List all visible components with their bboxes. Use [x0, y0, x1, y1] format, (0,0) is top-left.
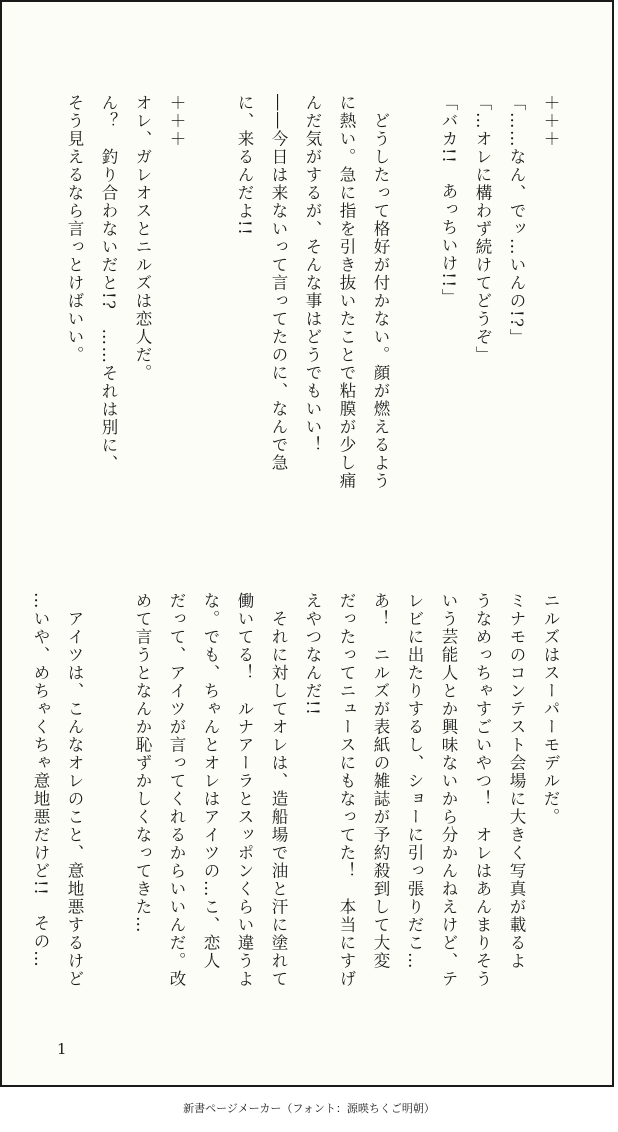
text-line: 「バカ!! あっちいけ!!」: [439, 94, 458, 307]
footer-credit: 新書ページメーカー（フォント：源暎ちくご明朝）: [183, 1102, 435, 1115]
text-line: 「……なん、でッ…いんの!?」: [507, 94, 526, 347]
text-line: めて言うとなんか恥ずかしくなってきた…: [133, 592, 152, 934]
text-line: 「…オレに構わず続けてどうぞ」: [473, 94, 492, 364]
text-line: ――今日は来ないって言ってたのに、なんで急: [269, 94, 288, 472]
text-line: だったってニュースにもなってた！ 本当にすげ: [337, 592, 356, 988]
page-number: 1: [57, 1040, 67, 1058]
text-line: に熱い。急に指を引き抜いたことで粘膜が少し痛: [337, 94, 356, 490]
text-line: えやつなんだ!!: [303, 592, 322, 717]
blank-line: [193, 94, 227, 534]
text-line: それに対してオレは、造船場で油と汗に塗れて: [269, 592, 288, 988]
text-column-top: [47, 94, 567, 534]
text-line: あ！ ニルズが表紙の雑誌が予約殺到して大変: [371, 592, 390, 970]
text-line: ミナモのコンテスト会場に大きく写真が載るよ: [507, 592, 526, 970]
text-line: な。でも、ちゃんとオレはアイツの…こ、恋人: [201, 592, 220, 970]
text-line: ＋＋＋: [167, 94, 186, 148]
text-line: うなめっちゃすごいやつ！ オレはあんまりそう: [473, 592, 492, 988]
text-line: だって、アイツが言ってくれるからいいんだ。改: [167, 592, 186, 988]
text-line: アイツは、こんなオレのこと、意地悪するけど: [65, 592, 84, 988]
text-line: どうしたって格好が付かない。顔が燃えるよう: [371, 94, 390, 490]
text-line: ん？ 釣り合わないだと!? ……それは別に、: [99, 94, 118, 473]
text-line: オレ、ガレオスとニルズは恋人だ。: [133, 94, 152, 382]
blank-line: [91, 592, 125, 1017]
text-line: いう芸能人とか興味ないから分かんねえけど、テ: [439, 592, 458, 988]
text-line: そう見えるなら言っとけばいい。: [65, 94, 84, 364]
text-line: に、来るんだよ!!: [235, 94, 254, 237]
text-line: 働いてる！ ルナアーラとスッポンくらい違うよ: [235, 592, 254, 988]
blank-line: [397, 94, 431, 534]
text-line: んだ気がするが、そんな事はどうでもいい！: [303, 94, 322, 454]
text-column-bottom: [31, 592, 567, 1017]
text-line: レビに出たりするし、ショーに引っ張りだこ…: [405, 592, 424, 970]
text-line: ニルズはスーパーモデルだ。: [541, 592, 560, 826]
text-line: ＋＋＋: [541, 94, 560, 148]
text-line: …いや、めちゃくちゃ意地悪だけど!! その…: [31, 592, 50, 969]
